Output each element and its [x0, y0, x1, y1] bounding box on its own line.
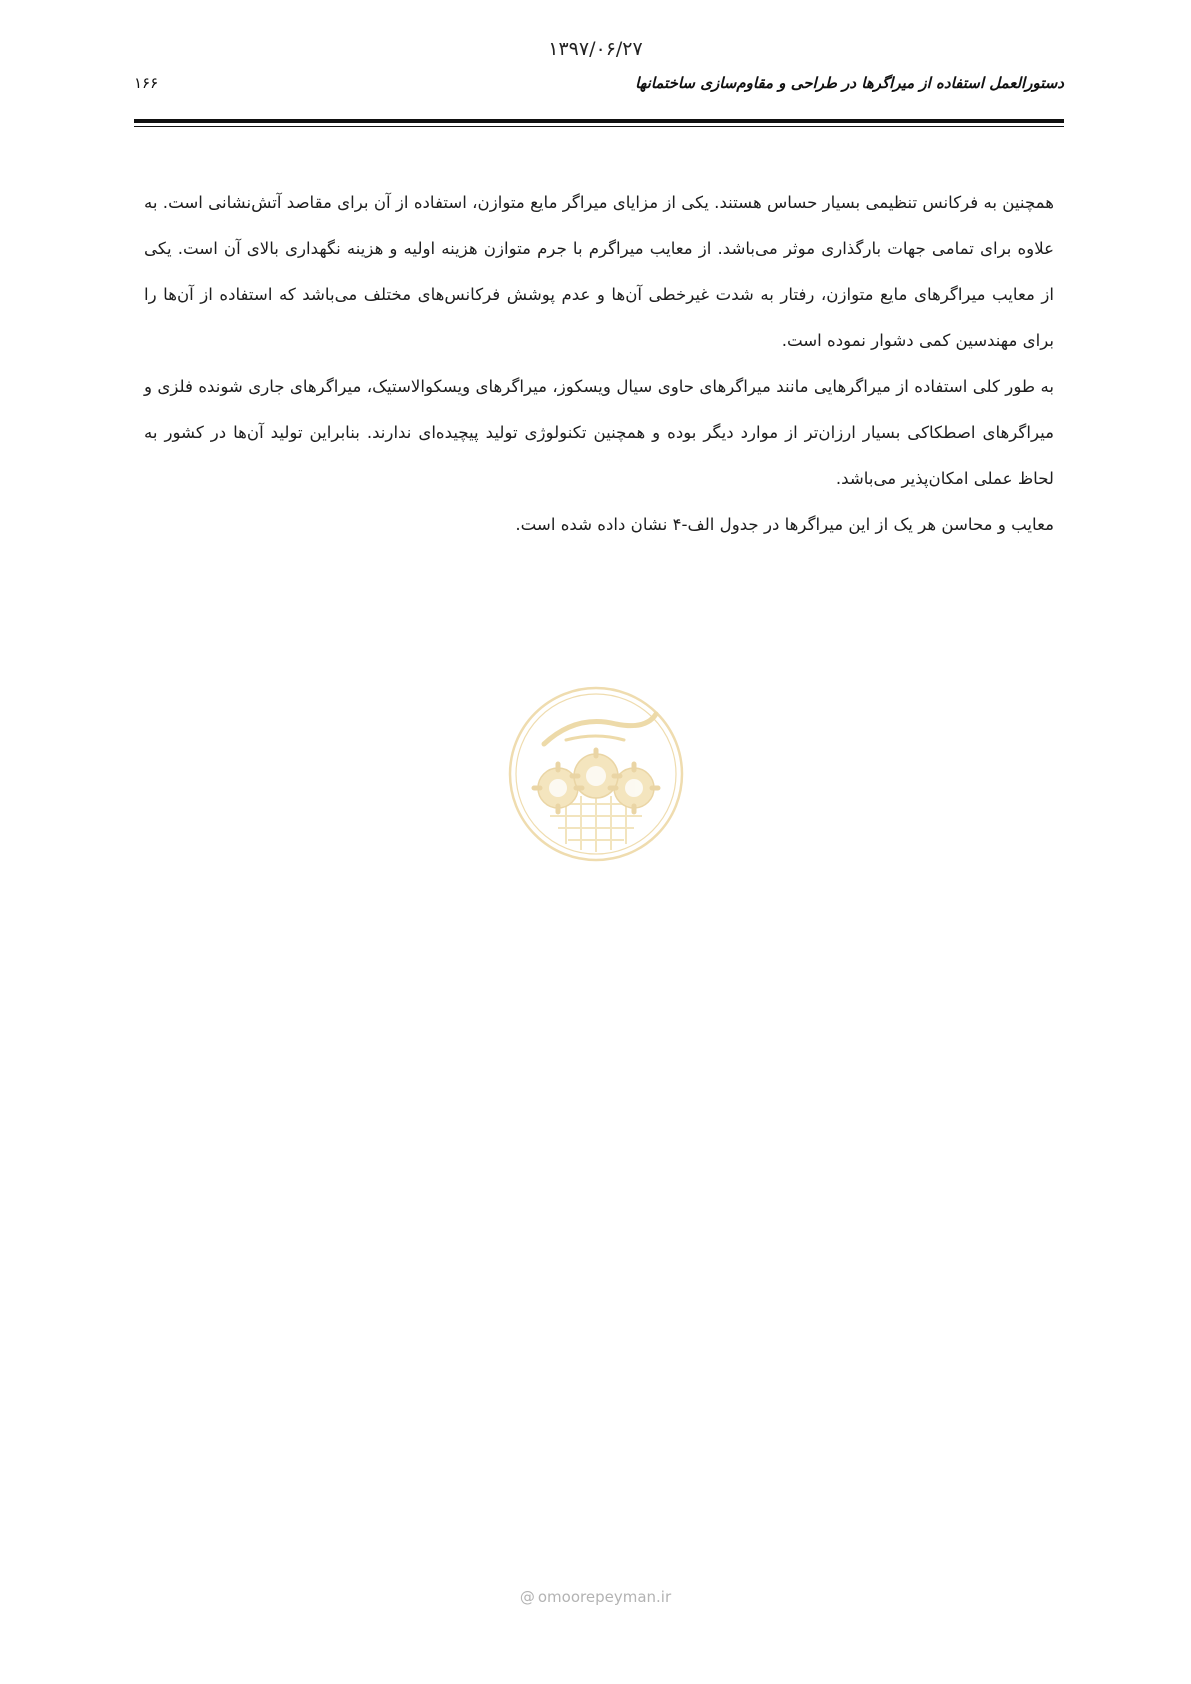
- watermark-logo: [506, 684, 686, 864]
- paragraph-2: به طور کلی استفاده از میراگرهایی مانند میراگرهای حاوی سیال ویسکوز، میراگرهای ویسکوالاستیک، میراگرهای جاری شونده فلزی و میراگرهای اصطکاکی بسیار ارزان‌تر از موارد دیگر بوده و همچنین تکنولوژی تولید پیچیده‌ای ندارند. بنابراین تولید آن‌ها در کشور به لحاظ عملی امکان‌پذیر می‌باشد.: [144, 377, 1054, 488]
- body-text: [144, 180, 1054, 548]
- at-icon: @: [519, 1588, 535, 1606]
- paragraph-1: همچنین به فرکانس تنظیمی بسیار حساس هستند. یکی از مزایای میراگر مایع متوازن، استفاده از آن برای مقاصد آتش‌نشانی است. به علاوه برای تمامی جهات بارگذاری موثر می‌باشد. از معایب میراگرم با جرم متوازن هزینه اولیه و هزینه نگهداری بالای آن است. یکی از معایب میراگرهای مایع متوازن، رفتار به شدت غیرخطی آن‌ها و عدم پوشش فرکانس‌های مختلف می‌باشد که استفاده از آن‌ها را برای مهندسین کمی دشوار نموده است.: [144, 193, 1054, 350]
- header-title: دستورالعمل استفاده از میراگرها در طراحی و مقاوم‌سازی ساختمانها: [635, 74, 1064, 92]
- header-rule-thick: [134, 119, 1064, 123]
- date-stamp: ۱۳۹۷/۰۶/۲۷: [548, 38, 643, 60]
- watermark-url: [0, 1588, 1191, 1606]
- paragraph-3: معایب و محاسن هر یک از این میراگرها در جدول الف-۴ نشان داده شده است.: [515, 515, 1054, 534]
- header-rule-thin: [134, 126, 1064, 127]
- watermark-url-text: omoorepeyman.ir: [537, 1588, 672, 1606]
- page-number: ۱۶۶: [134, 74, 159, 92]
- gears-logo-icon: [506, 684, 686, 864]
- page-header: [134, 74, 1064, 104]
